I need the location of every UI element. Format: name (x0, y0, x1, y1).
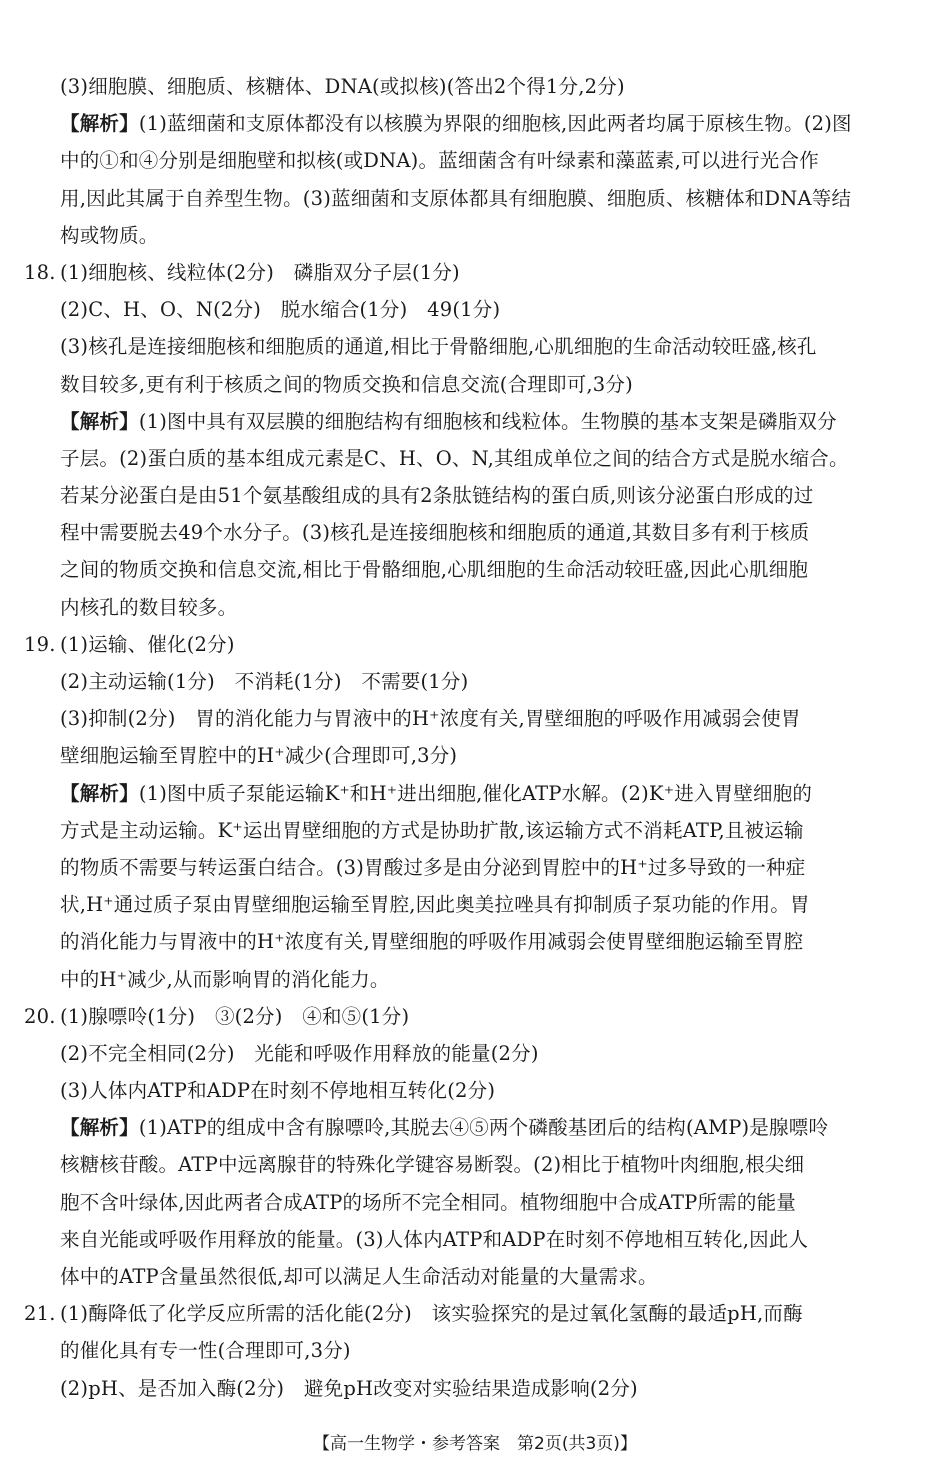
text-line (24, 961, 930, 998)
text-line (24, 1109, 930, 1146)
question-number: 18. (24, 260, 56, 284)
line-text: 中的H⁺减少,从而影响胃的消化能力。 (60, 967, 390, 991)
text-line (24, 142, 930, 179)
line-text: 的物质不需要与转运蛋白结合。(3)胃酸过多是由分泌到胃腔中的H⁺过多导致的一种症 (60, 855, 806, 879)
text-line (24, 626, 930, 663)
text-line (24, 105, 930, 142)
text-line (24, 1295, 930, 1332)
line-text: (1)图中具有双层膜的细胞结构有细胞核和线粒体。生物膜的基本支架是磷脂双分 (138, 409, 837, 433)
text-line (24, 1184, 930, 1221)
text-line (24, 1146, 930, 1183)
line-text: 子层。(2)蛋白质的基本组成元素是C、H、O、N,其组成单位之间的结合方式是脱水缩合。 (60, 446, 849, 470)
line-text: (3)抑制(2分) 胃的消化能力与胃液中的H⁺浓度有关,胃壁细胞的呼吸作用减弱会使胃 (60, 707, 801, 731)
text-line (24, 68, 930, 105)
line-text: 状,H⁺通过质子泵由胃壁细胞运输至胃腔,因此奥美拉唑具有抑制质子泵功能的作用。胃 (60, 893, 810, 917)
line-text: 构或物质。 (60, 223, 159, 247)
text-line (24, 663, 930, 700)
analysis-label: 【解析】 (60, 409, 139, 433)
text-line (24, 1332, 930, 1369)
text-line (24, 1258, 930, 1295)
line-text: 壁细胞运输至胃腔中的H⁺减少(合理即可,3分) (60, 744, 458, 768)
line-text: 数目较多,更有利于核质之间的物质交换和信息交流(合理即可,3分) (60, 372, 633, 396)
line-text: 之间的物质交换和信息交流,相比于骨骼细胞,心肌细胞的生命活动较旺盛,因此心肌细胞 (60, 558, 809, 582)
line-text: (1)蓝细菌和支原体都没有以核膜为界限的细胞核,因此两者均属于原核生物。(2)图 (138, 112, 852, 136)
line-text: (1)ATP的组成中含有腺嘌呤,其脱去④⑤两个磷酸基团后的结构(AMP)是腺嘌呤 (138, 1116, 829, 1140)
line-text: 用,因此其属于自养型生物。(3)蓝细菌和支原体都具有细胞膜、细胞质、核糖体和DNA等结 (60, 186, 852, 210)
line-text: (3)细胞膜、细胞质、核糖体、DNA(或拟核)(答出2个得1分,2分) (60, 75, 625, 98)
analysis-label: 【解析】 (60, 112, 139, 136)
question-number: 19. (24, 632, 56, 656)
text-line (24, 1221, 930, 1258)
text-line (24, 1370, 930, 1407)
text-line (24, 998, 930, 1035)
text-line (24, 700, 930, 737)
text-line (24, 328, 930, 365)
line-text: (1)腺嘌呤(1分) ③(2分) ④和⑤(1分) (60, 1004, 410, 1028)
answer-content (24, 68, 930, 1407)
text-line (24, 403, 930, 440)
text-line (24, 886, 930, 923)
line-text: 核糖核苷酸。ATP中远离腺苷的特殊化学键容易断裂。(2)相比于植物叶肉细胞,根尖细 (60, 1153, 805, 1177)
text-line (24, 737, 930, 774)
line-text: 的消化能力与胃液中的H⁺浓度有关,胃壁细胞的呼吸作用减弱会使胃壁细胞运输至胃腔 (60, 930, 804, 954)
line-text: 若某分泌蛋白是由51个氨基酸组成的具有2条肽链结构的蛋白质,则该分泌蛋白形成的过 (60, 484, 814, 508)
line-text: (1)图中质子泵能运输K⁺和H⁺进出细胞,催化ATP水解。(2)K⁺进入胃壁细胞的 (138, 781, 813, 805)
line-text: (2)pH、是否加入酶(2分) 避免pH改变对实验结果造成影响(2分) (60, 1376, 638, 1400)
line-text: 来自光能或呼吸作用释放的能量。(3)人体内ATP和ADP在时刻不停地相互转化,因此人 (60, 1227, 809, 1251)
line-text: 中的①和④分别是细胞壁和拟核(或DNA)。蓝细菌含有叶绿素和藻蓝素,可以进行光合作 (60, 149, 819, 173)
text-line (24, 812, 930, 849)
text-line (24, 923, 930, 960)
line-text: (2)C、H、O、N(2分) 脱水缩合(1分) 49(1分) (60, 298, 501, 322)
line-text: (3)核孔是连接细胞核和细胞质的通道,相比于骨骼细胞,心肌细胞的生命活动较旺盛,核孔 (60, 335, 817, 359)
line-text: (2)不完全相同(2分) 光能和呼吸作用释放的能量(2分) (60, 1041, 539, 1065)
text-line (24, 440, 930, 477)
text-line (24, 775, 930, 812)
line-text: 程中需要脱去49个水分子。(3)核孔是连接细胞核和细胞质的通道,其数目多有利于核质 (60, 521, 810, 545)
text-line (24, 291, 930, 328)
line-text: (3)人体内ATP和ADP在时刻不停地相互转化(2分) (60, 1079, 496, 1103)
line-text: 方式是主动运输。K⁺运出胃壁细胞的方式是协助扩散,该运输方式不消耗ATP,且被运输 (60, 818, 804, 842)
analysis-label: 【解析】 (60, 781, 139, 805)
page-footer: 【高一生物学・参考答案 第2页(共3页)】 (313, 1434, 637, 1454)
text-line (24, 551, 930, 588)
line-text: (1)酶降低了化学反应所需的活化能(2分) 该实验探究的是过氧化氢酶的最适pH,而酶 (60, 1302, 803, 1326)
text-line (24, 1035, 930, 1072)
question-number: 20. (24, 1004, 56, 1028)
text-line (24, 217, 930, 254)
text-line (24, 366, 930, 403)
text-line (24, 849, 930, 886)
line-text: (1)运输、催化(2分) (60, 632, 235, 656)
line-text: (2)主动运输(1分) 不消耗(1分) 不需要(1分) (60, 670, 469, 693)
text-line (24, 514, 930, 551)
line-text: 的催化具有专一性(合理即可,3分) (60, 1339, 351, 1363)
text-line (24, 1072, 930, 1109)
text-line (24, 589, 930, 626)
line-text: 内核孔的数目较多。 (60, 595, 238, 619)
question-number: 21. (24, 1302, 56, 1326)
text-line (24, 180, 930, 217)
line-text: 体中的ATP含量虽然很低,却可以满足人生命活动对能量的大量需求。 (60, 1265, 658, 1288)
text-line (24, 477, 930, 514)
analysis-label: 【解析】 (60, 1116, 139, 1140)
text-line (24, 254, 930, 291)
line-text: (1)细胞核、线粒体(2分) 磷脂双分子层(1分) (60, 260, 460, 284)
line-text: 胞不含叶绿体,因此两者合成ATP的场所不完全相同。植物细胞中合成ATP所需的能量 (60, 1190, 796, 1214)
